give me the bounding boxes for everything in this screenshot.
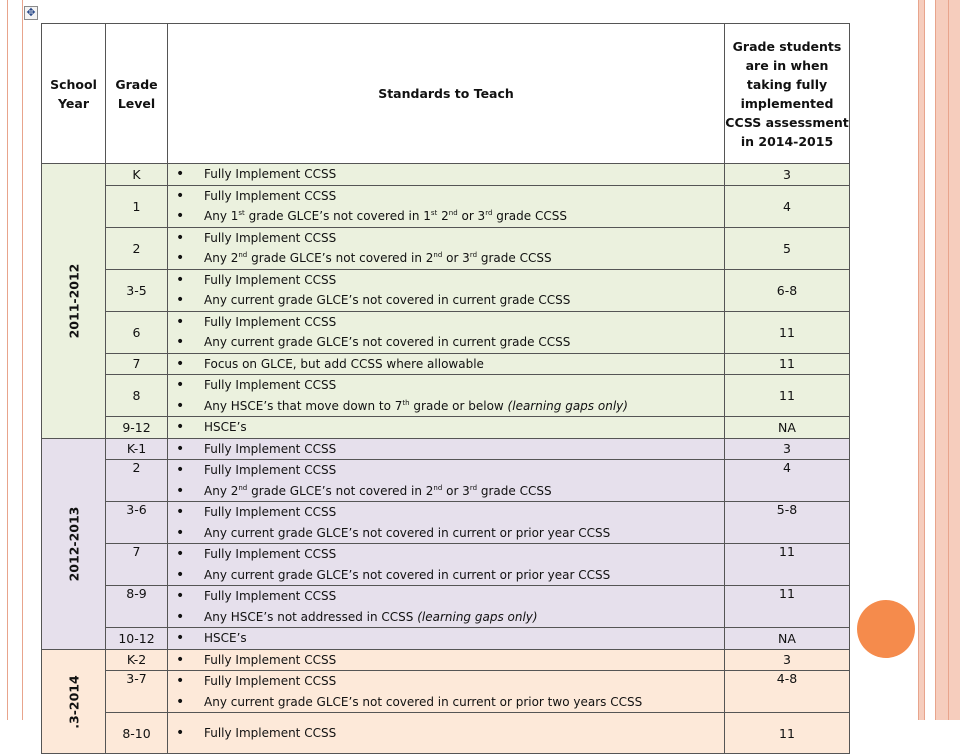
standards-cell [168, 185, 725, 227]
standard-item: • Fully Implement CCSS [204, 723, 724, 744]
school-year-label: 2012-2013 [66, 506, 81, 581]
grade-level-cell: 7 [106, 353, 168, 375]
assessment-grade-cell: 3 [725, 164, 850, 186]
standard-item: • Any HSCE’s not addressed in CCSS (learning gaps only) [204, 607, 724, 628]
standard-item: • Any 2nd grade GLCE’s not covered in 2nd or 3rd grade CCSS [204, 248, 724, 269]
standard-item: • Any current grade GLCE’s not covered in current grade CCSS [204, 290, 724, 311]
grade-level-cell: 6 [106, 311, 168, 353]
assessment-grade-cell: 11 [725, 311, 850, 353]
standard-item: • Fully Implement CCSS [204, 186, 724, 207]
assessment-grade-cell: 4 [725, 460, 850, 502]
standards-cell [168, 649, 725, 671]
table-row [42, 671, 850, 713]
grade-level-cell: 8-9 [106, 586, 168, 628]
assessment-grade-cell: 3 [725, 649, 850, 671]
standards-cell [168, 586, 725, 628]
standard-item: • Any current grade GLCE’s not covered in current or prior two years CCSS [204, 692, 724, 713]
assessment-grade-cell: 6-8 [725, 269, 850, 311]
grade-level-cell: 8 [106, 375, 168, 417]
standard-item: • Fully Implement CCSS [204, 439, 724, 460]
standard-item: • Fully Implement CCSS [204, 164, 724, 185]
school-year-cell [42, 438, 106, 649]
assessment-grade-cell: 5 [725, 227, 850, 269]
school-year-cell [42, 164, 106, 439]
assessment-grade-cell: NA [725, 628, 850, 650]
standards-cell [168, 438, 725, 460]
grade-level-cell: 9-12 [106, 417, 168, 439]
school-year-label: 2011-2012 [66, 263, 81, 339]
assessment-grade-cell: NA [725, 417, 850, 439]
standard-item: • Fully Implement CCSS [204, 671, 724, 692]
table-row [42, 227, 850, 269]
standard-item: • Any 2nd grade GLCE’s not covered in 2nd or 3rd grade CCSS [204, 481, 724, 502]
table-row [42, 417, 850, 439]
standards-cell [168, 353, 725, 375]
assessment-grade-cell: 11 [725, 713, 850, 754]
standard-item: • Fully Implement CCSS [204, 460, 724, 481]
standard-note: (learning gaps only) [503, 398, 628, 413]
standards-cell [168, 227, 725, 269]
assessment-grade-cell: 11 [725, 586, 850, 628]
standards-cell [168, 269, 725, 311]
table-row [42, 713, 850, 754]
grade-level-cell: 1 [106, 185, 168, 227]
grade-level-cell: K-1 [106, 438, 168, 460]
school-year-cell [42, 649, 106, 754]
standards-cell [168, 460, 725, 502]
table-header-row [42, 24, 850, 164]
standards-cell [168, 502, 725, 544]
decorative-circle [857, 600, 915, 658]
slide-left-border [7, 0, 23, 720]
assessment-grade-cell: 4 [725, 185, 850, 227]
school-year-label: .3-2014 [66, 674, 81, 729]
slide-right-band [918, 0, 960, 720]
standard-item: • Any HSCE’s that move down to 7th grade or below (learning gaps only) [204, 396, 724, 417]
standard-item: • Fully Implement CCSS [204, 544, 724, 565]
grade-level-cell: 3-7 [106, 671, 168, 713]
table-row [42, 164, 850, 186]
header-school-year: School Year [42, 24, 106, 164]
standard-item: • Any current grade GLCE’s not covered in current or prior year CCSS [204, 523, 724, 544]
table-row [42, 269, 850, 311]
standard-item: • Fully Implement CCSS [204, 650, 724, 671]
table-move-handle-icon[interactable]: ✥ [24, 6, 38, 20]
table-row [42, 649, 850, 671]
header-grade-level: Grade Level [106, 24, 168, 164]
table-row [42, 353, 850, 375]
table-row [42, 628, 850, 650]
grade-level-cell: 3-6 [106, 502, 168, 544]
standards-cell [168, 671, 725, 713]
standards-cell [168, 164, 725, 186]
standard-item: • Fully Implement CCSS [204, 312, 724, 333]
grade-level-cell: 3-5 [106, 269, 168, 311]
assessment-grade-cell: 5-8 [725, 502, 850, 544]
standard-item: • HSCE’s [204, 417, 724, 438]
standard-item: • Fully Implement CCSS [204, 586, 724, 607]
assessment-grade-cell: 11 [725, 544, 850, 586]
standard-item: • HSCE’s [204, 628, 724, 649]
grade-level-cell: 8-10 [106, 713, 168, 754]
standard-item: • Any current grade GLCE’s not covered in current or prior year CCSS [204, 565, 724, 586]
standards-cell [168, 713, 725, 754]
grade-level-cell: 2 [106, 227, 168, 269]
assessment-grade-cell: 11 [725, 375, 850, 417]
assessment-grade-cell: 3 [725, 438, 850, 460]
table-row [42, 544, 850, 586]
standards-cell [168, 544, 725, 586]
table-row [42, 438, 850, 460]
table-row [42, 311, 850, 353]
standard-item: • Fully Implement CCSS [204, 228, 724, 249]
assessment-grade-cell: 11 [725, 353, 850, 375]
standards-cell [168, 628, 725, 650]
standard-item: • Any 1st grade GLCE’s not covered in 1st 2nd or 3rd grade CCSS [204, 206, 724, 227]
grade-level-cell: K [106, 164, 168, 186]
standard-item: • Fully Implement CCSS [204, 502, 724, 523]
standards-cell [168, 375, 725, 417]
standards-cell [168, 417, 725, 439]
table-row [42, 185, 850, 227]
assessment-grade-cell: 4-8 [725, 671, 850, 713]
standards-cell [168, 311, 725, 353]
ccss-implementation-table [41, 23, 850, 754]
grade-level-cell: K-2 [106, 649, 168, 671]
table-row [42, 460, 850, 502]
header-assessment-grade: Grade students are in when taking fully implemented CCSS assessment in 2014-2015 [725, 24, 850, 164]
standard-item: • Fully Implement CCSS [204, 270, 724, 291]
header-standards: Standards to Teach [168, 24, 725, 164]
standard-item: • Any current grade GLCE’s not covered in current grade CCSS [204, 332, 724, 353]
grade-level-cell: 7 [106, 544, 168, 586]
table-row [42, 502, 850, 544]
standard-item: • Focus on GLCE, but add CCSS where allowable [204, 354, 724, 375]
standard-item: • Fully Implement CCSS [204, 375, 724, 396]
standard-note: (learning gaps only) [413, 609, 538, 624]
grade-level-cell: 10-12 [106, 628, 168, 650]
table-row [42, 586, 850, 628]
table-row [42, 375, 850, 417]
grade-level-cell: 2 [106, 460, 168, 502]
